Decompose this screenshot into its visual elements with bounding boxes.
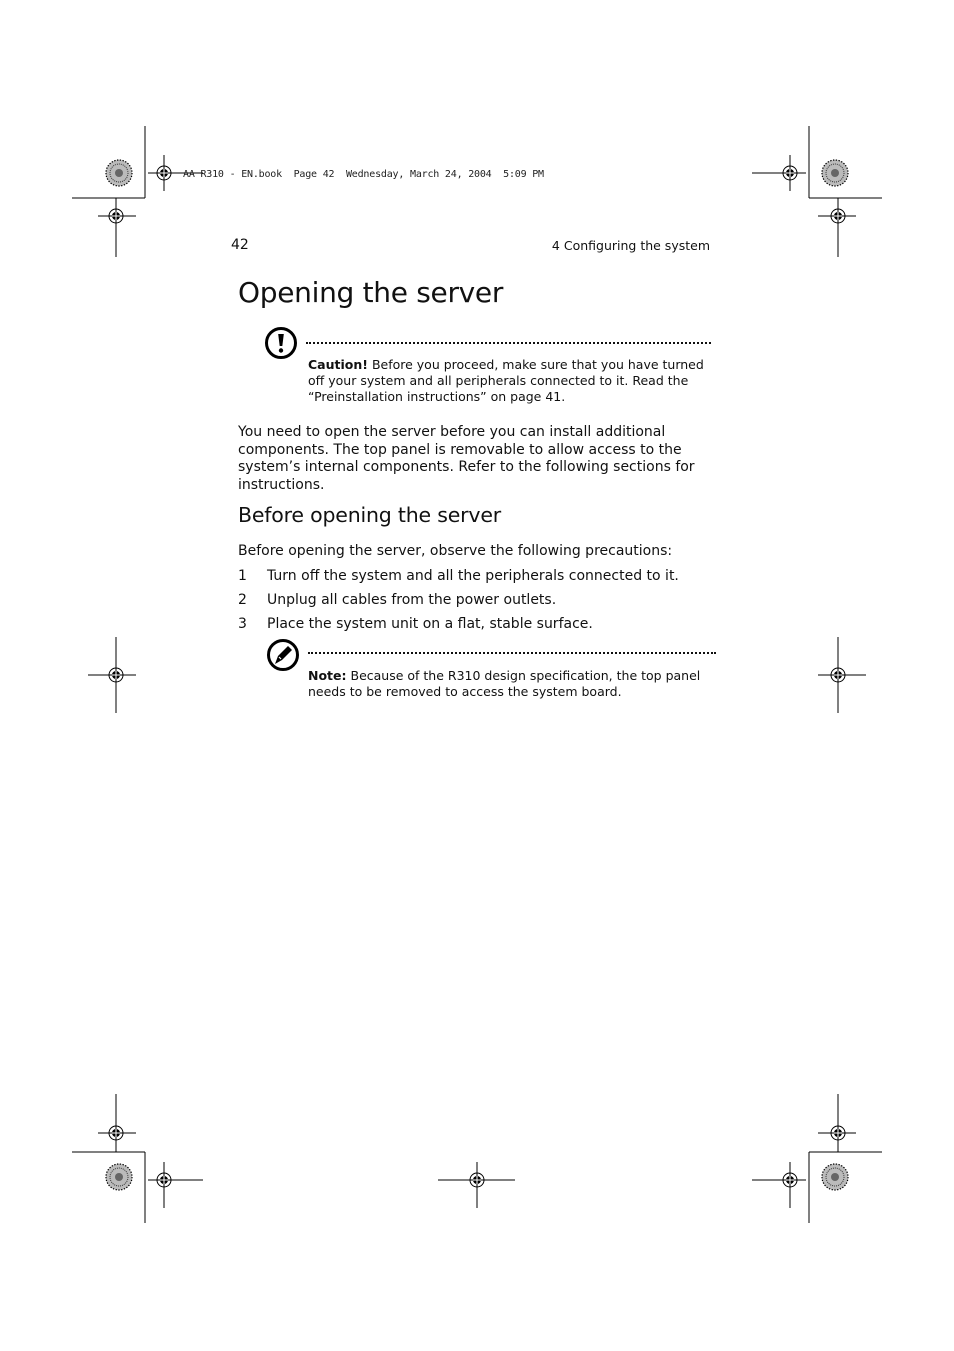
step-number: 2 <box>238 592 247 608</box>
note-label: Note: <box>308 668 347 683</box>
pen-note-icon <box>266 638 300 672</box>
list-item <box>238 592 556 608</box>
list-item <box>238 616 593 632</box>
step-number: 3 <box>238 616 247 632</box>
section-lead: Before opening the server, observe the following precautions: <box>238 543 673 559</box>
section-heading: Before opening the server <box>238 503 501 527</box>
page-number: 42 <box>231 237 249 253</box>
step-number: 1 <box>238 568 247 584</box>
step-text: Place the system unit on a flat, stable surface. <box>267 616 593 632</box>
caution-text <box>308 357 713 405</box>
caution-label: Caution! <box>308 357 368 372</box>
note-body: Because of the R310 design specification, the top panel needs to be removed to access the system board. <box>308 668 701 699</box>
print-slug: AA R310 - EN.book Page 42 Wednesday, March 24, 2004 5:09 PM <box>183 169 544 180</box>
note-text <box>308 668 713 700</box>
caution-body: Before you proceed, make sure that you have turned off your system and all peripherals connected to it. Read the “Preinstallation instructions” on page 41. <box>308 357 704 404</box>
exclamation-circle-icon <box>264 326 298 360</box>
intro-paragraph: You need to open the server before you can install additional components. The top panel is removable to allow access to the system’s internal components. Refer to the following sections for instructions. <box>238 424 695 493</box>
page-title: Opening the server <box>238 276 504 309</box>
star-target-icon <box>106 160 132 186</box>
list-item <box>238 568 679 584</box>
running-header: 4 Configuring the system <box>551 238 710 253</box>
caution-block <box>264 326 716 408</box>
dotted-rule <box>308 652 716 654</box>
step-text: Turn off the system and all the peripherals connected to it. <box>267 568 679 584</box>
dotted-rule <box>306 342 711 344</box>
note-block <box>266 638 718 704</box>
step-text: Unplug all cables from the power outlets. <box>267 592 557 608</box>
